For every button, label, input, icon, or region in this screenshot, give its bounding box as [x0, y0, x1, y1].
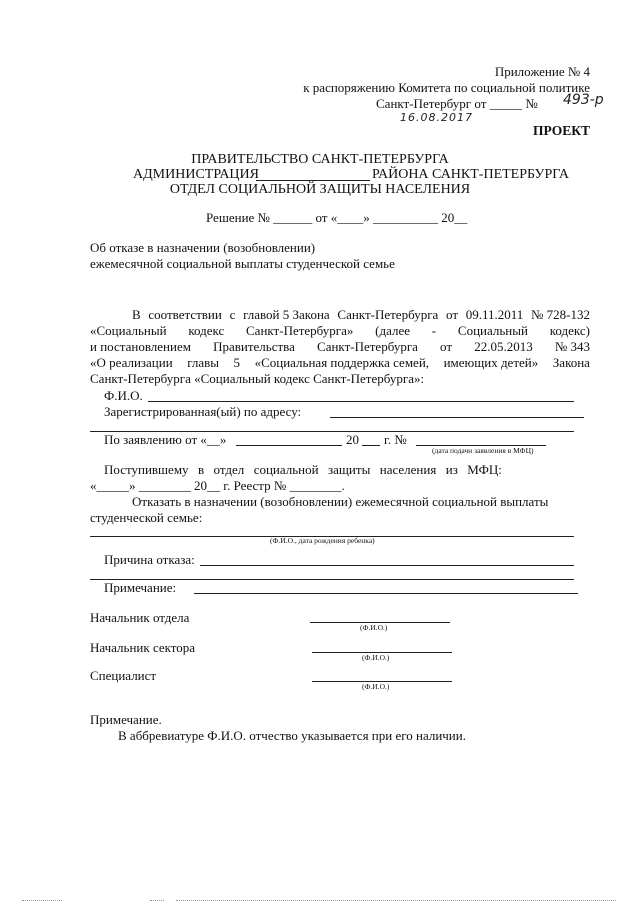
reason-label: Причина отказа:: [104, 552, 195, 567]
word: «Социальный: [90, 323, 167, 338]
word: с: [229, 307, 236, 322]
word: Социальный: [457, 323, 528, 338]
word: имеющих детей»: [443, 355, 539, 370]
word: МФЦ:: [467, 462, 502, 477]
word: кодекс: [188, 323, 225, 338]
signature-role-specialist: Специалист: [90, 668, 157, 683]
footnote-text: В аббревиатуре Ф.И.О. отчество указывается при его наличии.: [118, 728, 466, 743]
word: Санкт-Петербурга: [317, 339, 418, 354]
word: «О реализации: [90, 355, 173, 370]
order-date-handwritten: 16.08.2017: [400, 111, 473, 124]
scan-mark: [150, 900, 164, 901]
address-blank-line: [330, 417, 584, 418]
child-caption: (Ф.И.О., дата рождения ребенка): [270, 536, 375, 545]
signature-role-head-dept: Начальник отдела: [90, 610, 190, 625]
word: В: [132, 307, 141, 322]
district-blank-line: [256, 180, 370, 181]
scan-mark: [22, 900, 62, 901]
word: от: [446, 307, 459, 322]
body-line-2: [90, 323, 590, 338]
received-line-2: «_____» ________ 20__ г. Реестр № ________.: [90, 478, 345, 493]
application-date-label: По заявлению от «__»: [104, 432, 227, 447]
received-line-1: [104, 462, 502, 477]
body-line-5: Санкт-Петербурга «Социальный кодекс Санкт-Петербурга»:: [90, 371, 425, 386]
word: защиты: [328, 462, 371, 477]
signature-caption: (Ф.И.О.): [362, 653, 390, 662]
word: № 343: [554, 339, 590, 354]
word: Санкт-Петербурга»: [246, 323, 354, 338]
word: и постановлением: [90, 339, 191, 354]
body-line-1: [132, 307, 590, 322]
note-blank-line: [194, 593, 578, 594]
reason-blank-line: [200, 565, 574, 566]
word: социальной: [253, 462, 319, 477]
order-reference: к распоряжению Комитета по социальной политике: [303, 80, 590, 95]
scan-mark: [176, 900, 616, 901]
appendix-label: Приложение № 4: [494, 64, 590, 79]
word: от: [440, 339, 453, 354]
word: 09.11.2011: [465, 307, 524, 322]
refuse-line-2: студенческой семье:: [90, 510, 203, 525]
fio-label: Ф.И.О.: [104, 388, 143, 403]
word: населения: [379, 462, 437, 477]
signature-caption: (Ф.И.О.): [362, 682, 390, 691]
order-number-handwritten: 493-р: [563, 92, 604, 108]
decision-line: Решение № ______ от «____» __________ 20__: [206, 210, 468, 225]
signature-role-head-sector: Начальник сектора: [90, 640, 196, 655]
application-year-blank: [362, 445, 380, 446]
application-year: 20: [346, 432, 359, 447]
word: Закона: [552, 355, 590, 370]
word: 22.05.2013: [474, 339, 533, 354]
refuse-line-1: Отказать в назначении (возобновлении) ежемесячной социальной выплаты: [132, 494, 549, 509]
word: Поступившему: [104, 462, 189, 477]
word: соответствии: [148, 307, 222, 322]
word: «Социальная поддержка семей,: [254, 355, 430, 370]
word: -: [431, 323, 437, 338]
word: 5: [233, 355, 241, 370]
word: главой 5 Закона: [243, 307, 330, 322]
fio-blank-line: [148, 401, 574, 402]
body-line-4: [90, 355, 590, 370]
org-district: РАЙОНА САНКТ-ПЕТЕРБУРГА: [372, 167, 569, 182]
word: кодекс): [549, 323, 590, 338]
word: (далее: [375, 323, 411, 338]
footnote-title: Примечание.: [90, 712, 162, 727]
org-administration: АДМИНИСТРАЦИЯ: [133, 167, 259, 182]
application-caption: (дата подачи заявления в МФЦ): [432, 446, 534, 455]
application-number-label: г. №: [384, 432, 407, 447]
word: № 728-132: [531, 307, 590, 322]
signature-caption: (Ф.И.О.): [360, 623, 388, 632]
note-label: Примечание:: [104, 580, 177, 595]
word: главы: [187, 355, 220, 370]
application-date-blank: [236, 445, 342, 446]
word: Правительства: [213, 339, 295, 354]
city-date-line: Санкт-Петербург от _____ №: [376, 96, 538, 111]
word: в: [197, 462, 205, 477]
word: из: [445, 462, 458, 477]
org-department: ОТДЕЛ СОЦИАЛЬНОЙ ЗАЩИТЫ НАСЕЛЕНИЯ: [169, 182, 471, 197]
body-line-3: [90, 339, 590, 354]
word: отдел: [213, 462, 245, 477]
subject-line-1: Об отказе в назначении (возобновлении): [90, 240, 316, 255]
draft-label: ПРОЕКТ: [533, 123, 590, 138]
subject-line-2: ежемесячной социальной выплаты студенческой семье: [90, 256, 395, 271]
word: Санкт-Петербурга: [337, 307, 439, 322]
org-government: ПРАВИТЕЛЬСТВО САНКТ-ПЕТЕРБУРГА: [191, 152, 449, 167]
address-label: Зарегистрированная(ый) по адресу:: [104, 404, 302, 419]
